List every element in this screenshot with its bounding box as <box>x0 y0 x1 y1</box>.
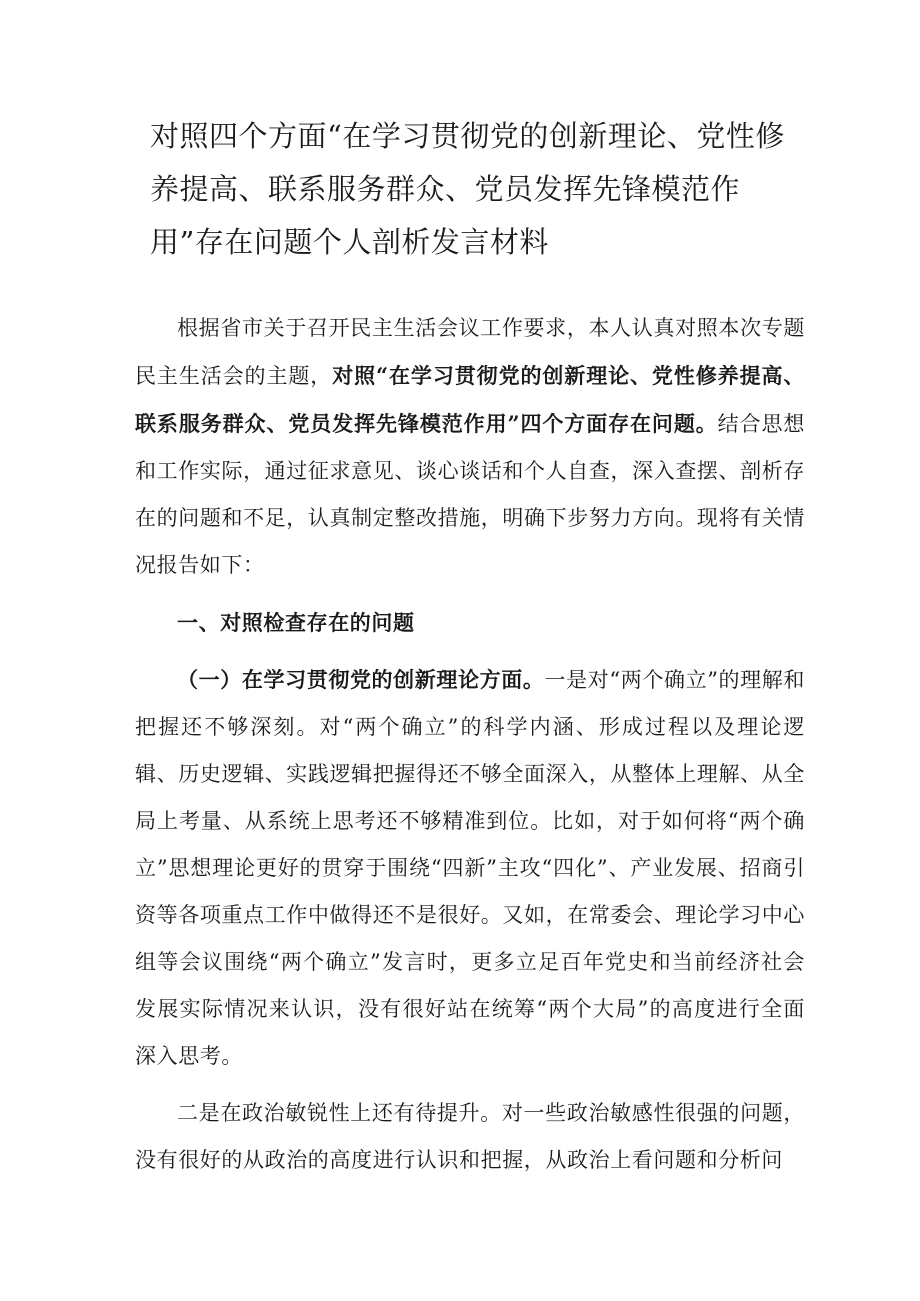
subsection-heading: （一）在学习贯彻党的创新理论方面。 <box>177 667 545 692</box>
intro-text-2: 结合思想和工作实际，通过征求意见、谈心谈话和个人自查，深入查摆、剖析存在的问题和不足，认真制定整改措施，明确下步努力方向。现将有关情况报告如下： <box>135 412 806 577</box>
document-title: 对照四个方面“在学习贯彻党的创新理论、党性修养提高、联系服务群众、党员发挥先锋模范作用”存在问题个人剖析发言材料 <box>150 119 785 259</box>
subsection-paragraph <box>135 656 805 1080</box>
intro-text-1: 根据省市关于召开民主生活会议工作要求，本人认真对照本次专题民主生活会的主题， <box>135 316 805 388</box>
intro-paragraph <box>135 305 805 589</box>
document-body <box>135 305 805 1194</box>
section-heading: 一、对照检查存在的问题 <box>177 610 415 635</box>
subsection-text: 一是对“两个确立”的理解和把握还不够深刻。对“两个确立”的科学内涵、形成过程以及理论逻辑、历史逻辑、实践逻辑把握得还不够全面深入，从整体上理解、从全局上考量、从系统上思考还不够精准到位。比如，对于如何将“两个确立”思想理论更好的贯穿于围绕“四新”主攻“四化”、产业发展、招商引资等各项重点工作中做得还不是很好。又如，在常委会、理论学习中心组等会议围绕“两个确立”发言时，更多立足百年党史和当前经济社会发展实际情况来认识，没有很好站在统筹“两个大局”的高度进行全面深入思考。 <box>135 668 805 1068</box>
second-point-paragraph: 二是在政治敏锐性上还有待提升。对一些政治敏感性很强的问题，没有很好的从政治的高度进行认识和把握，从政治上看问题和分析问 <box>135 1101 805 1172</box>
intro-text-bold: 对照“在学习贯彻党的创新理论、党性修养提高、联系服务群众、党员发挥先锋模范作用”四个方面存在问题。 <box>135 363 805 436</box>
